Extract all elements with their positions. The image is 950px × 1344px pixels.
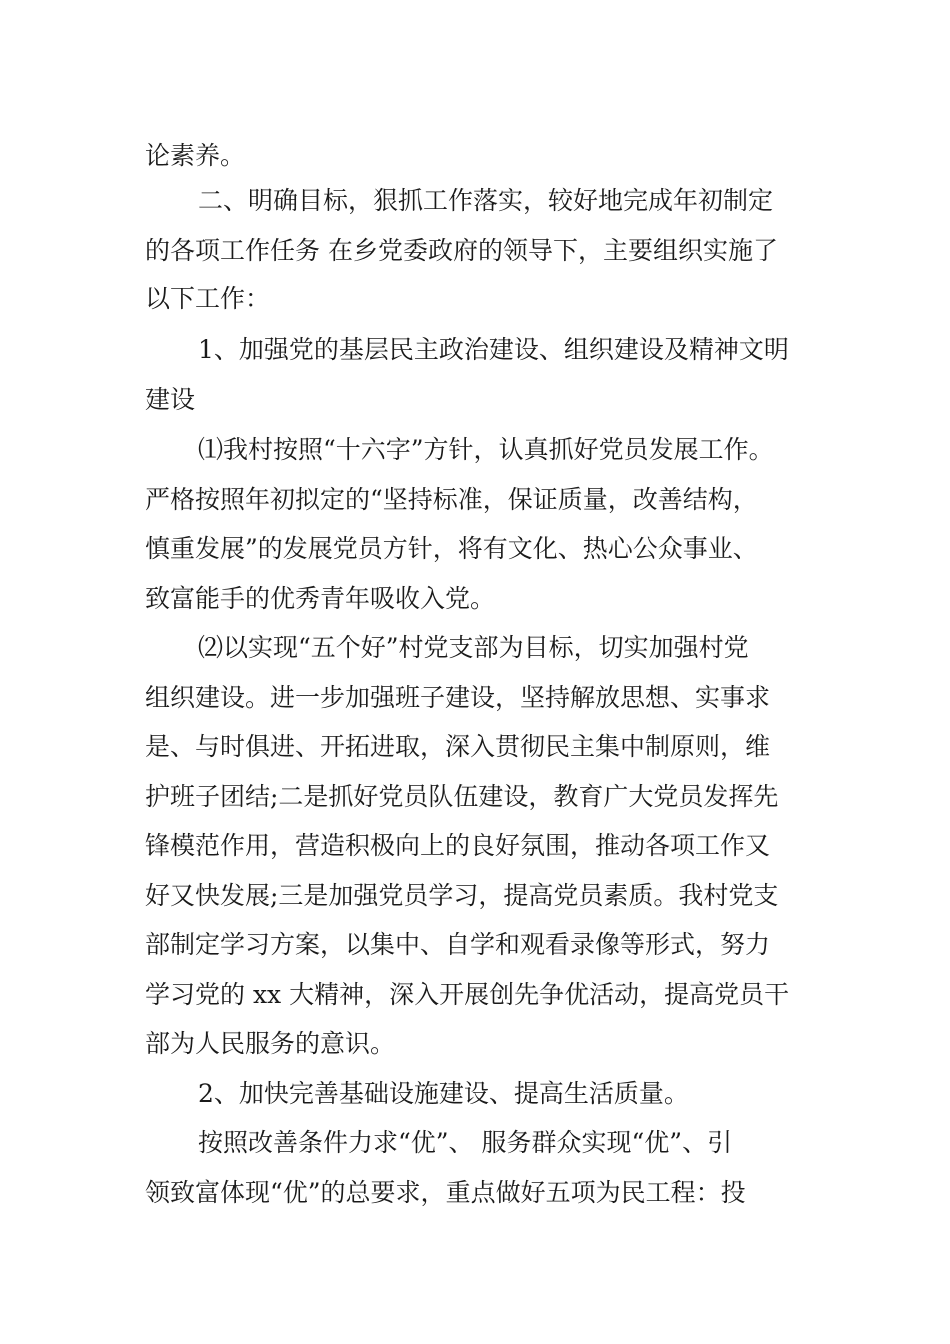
text-line: 是、与时俱进、开拓进取，深入贯彻民主集中制原则，维 [145, 732, 771, 761]
text-line: 好又快发展;三是加强党员学习，提高党员素质。我村党支 [145, 881, 779, 910]
text-line: 学习党的 xx 大精神，深入开展创先争优活动，提高党员干 [145, 980, 790, 1009]
text-line: 按照改善条件力求“优”、 服务群众实现“优”、引 [198, 1128, 733, 1157]
text-line: 慎重发展”的发展党员方针，将有文化、热心公众事业、 [145, 534, 758, 563]
text-line: ⑴我村按照“十六字”方针，认真抓好党员发展工作。 [198, 435, 774, 464]
text-line: 1、加强党的基层民主政治建设、组织建设及精神文明 [198, 335, 789, 364]
text-line: 二、明确目标，狠抓工作落实，较好地完成年初制定 [198, 186, 774, 215]
text-line: 以下工作： [145, 284, 271, 313]
text-line: 致富能手的优秀青年吸收入党。 [145, 584, 496, 613]
text-line: 护班子团结;二是抓好党员队伍建设，教育广大党员发挥先 [145, 782, 779, 811]
text-line: ⑵以实现“五个好”村党支部为目标，切实加强村党 [198, 633, 749, 662]
text-line: 部为人民服务的意识。 [145, 1029, 396, 1058]
text-line: 严格按照年初拟定的“坚持标准，保证质量，改善结构， [145, 485, 758, 514]
text-line: 组织建设。进一步加强班子建设，坚持解放思想、实事求 [145, 683, 771, 712]
text-line: 的各项工作任务 在乡党委政府的领导下，主要组织实施了 [145, 236, 778, 265]
text-line: 部制定学习方案，以集中、自学和观看录像等形式，努力 [145, 930, 771, 959]
text-line: 建设 [145, 385, 196, 414]
text-line: 锋模范作用，营造积极向上的良好氛围，推动各项工作又 [145, 831, 771, 860]
text-line: 领致富体现“优”的总要求，重点做好五项为民工程：投 [145, 1178, 746, 1207]
text-line: 论素养。 [145, 141, 246, 170]
text-line: 2、加快完善基础设施建设、提高生活质量。 [198, 1079, 689, 1108]
